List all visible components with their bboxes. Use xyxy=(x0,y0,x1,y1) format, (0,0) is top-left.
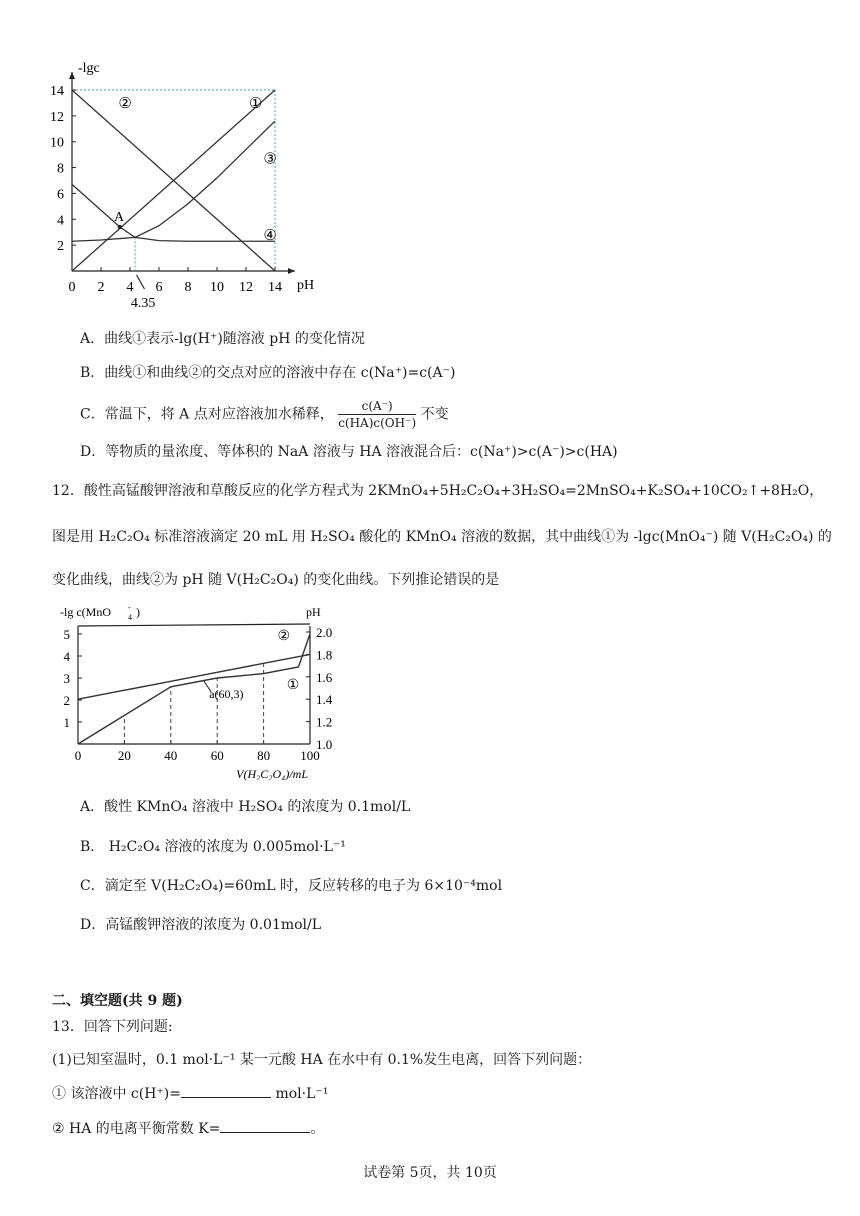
frame-top xyxy=(78,624,310,626)
curve-label: ② xyxy=(277,628,291,644)
annot-arrow xyxy=(137,275,145,289)
y-tick-label: 6 xyxy=(57,187,64,203)
y-tick-label-right: 1.2 xyxy=(316,714,333,730)
y-tick-label-right: 1.6 xyxy=(316,669,333,685)
q13-item-b xyxy=(52,1118,324,1140)
point-a-label: A xyxy=(114,210,125,226)
y-tick-label-left: 3 xyxy=(63,671,70,686)
x-axis-label: pH xyxy=(297,278,315,293)
y-tick-label-left: 1 xyxy=(63,715,70,730)
annot-435: 4.35 xyxy=(130,296,156,311)
y-axis-label-right: pH xyxy=(306,605,321,619)
y-tick-label-left: 5 xyxy=(63,627,70,642)
x-tick-label: 12 xyxy=(239,280,253,295)
q13-item-a-post: mol·L⁻¹ xyxy=(271,1086,329,1102)
q13-item-b-pre: ② HA 的电离平衡常数 K= xyxy=(52,1121,221,1137)
y-axis-label: -lgc xyxy=(78,61,100,76)
y-axis-arrow xyxy=(69,72,75,79)
fraction-numerator: c(A⁻) xyxy=(338,398,416,415)
section-title: 二、填空题(共 9 题) xyxy=(52,993,183,1009)
q12-stem-line-3: 变化曲线，曲线②为 pH 随 V(H₂C₂O₄) 的变化曲线。下列推论错误的是 xyxy=(52,572,500,588)
y-tick-label-left: 4 xyxy=(63,649,70,664)
q11-option-c-pre: C．常温下，将 A 点对应溶液加水稀释， xyxy=(80,406,334,423)
page-footer: 试卷第 5页，共 10页 xyxy=(363,1165,497,1181)
curve-label: ② xyxy=(118,95,132,112)
y-axis-label-sub: 4 xyxy=(128,613,132,622)
y-axis-label-sup: - xyxy=(128,603,131,612)
q12-stem-line-1: 12．酸性高锰酸钾溶液和草酸反应的化学方程式为 2KMnO₄+5H₂C₂O₄+3H₂SO₄=2MnSO₄+K₂SO₄+10CO₂↑+8H₂O， xyxy=(52,483,824,499)
x-tick-label: 8 xyxy=(184,280,192,295)
y-tick-label: 4 xyxy=(57,213,64,229)
y-tick-label: 2 xyxy=(57,239,64,255)
x-axis-arrow xyxy=(288,268,295,274)
x-tick-label: 40 xyxy=(164,748,178,763)
curve-label: ④ xyxy=(263,227,277,244)
q13-title: 13．回答下列问题: xyxy=(52,1019,173,1035)
chart-2 xyxy=(52,600,352,780)
x-tick-label: 14 xyxy=(268,280,282,295)
x-tick-label: 6 xyxy=(155,280,163,295)
chart-1 xyxy=(50,60,330,320)
point-a-marker xyxy=(118,225,122,229)
y-tick-label-right: 1.8 xyxy=(316,647,333,663)
x-tick-label: 100 xyxy=(300,748,320,763)
y-tick-label: 12 xyxy=(50,109,64,125)
q11-option-d: D．等物质的量浓度、等体积的 NaA 溶液与 HA 溶液混合后：c(Na⁺)>c(A⁻)>c(HA) xyxy=(80,444,618,460)
y-tick-label: 8 xyxy=(57,161,64,177)
x-tick-label: 4 xyxy=(126,280,134,295)
y-tick-label: 10 xyxy=(50,135,64,151)
x-axis-label: V(H₂C₂O₄)/mL xyxy=(236,767,308,780)
y-axis-label-left: -lg c(MnO xyxy=(60,605,111,619)
curve-label: ① xyxy=(286,677,300,693)
y-tick-label-left: 2 xyxy=(63,693,70,708)
q12-option-d: D．高锰酸钾溶液的浓度为 0.01mol/L xyxy=(80,917,322,933)
q11-option-c xyxy=(80,398,449,431)
x-tick-label: 80 xyxy=(257,748,271,763)
y-tick-label-right: 1.0 xyxy=(316,737,333,752)
q11-option-a: A．曲线①表示-lg(H⁺)随溶液 pH 的变化情况 xyxy=(80,331,365,347)
q12-option-c: C．滴定至 V(H₂C₂O₄)=60mL 时，反应转移的电子为 6×10⁻⁴mol xyxy=(80,878,503,894)
series-line-1 xyxy=(78,634,310,744)
q12-stem-line-2: 图是用 H₂C₂O₄ 标准溶液滴定 20 mL 用 H₂SO₄ 酸化的 KMnO₄ 溶液的数据，其中曲线①为 -lgc(MnO₄⁻) 随 V(H₂C₂O₄) 的 xyxy=(52,529,832,545)
q13-part-1: (1)已知室温时，0.1 mol·L⁻¹ 某一元酸 HA 在水中有 0.1%发生电离，回答下列问题： xyxy=(52,1052,592,1068)
fraction-denominator: c(HA)c(OH⁻) xyxy=(338,416,417,430)
series-line-2 xyxy=(78,654,310,699)
curve-label: ① xyxy=(248,95,263,112)
x-tick-label: 0 xyxy=(68,280,76,295)
q13-item-b-post: 。 xyxy=(310,1121,325,1137)
series-line-4 xyxy=(72,184,275,241)
fraction xyxy=(338,398,416,431)
x-tick-label: 10 xyxy=(210,280,224,295)
y-tick-label-right: 2.0 xyxy=(316,625,333,640)
y-tick-label: 14 xyxy=(50,84,64,99)
q11-option-b: B．曲线①和曲线②的交点对应的溶液中存在 c(Na⁺)=c(A⁻) xyxy=(80,365,456,381)
q12-option-a: A．酸性 KMnO₄ 溶液中 H₂SO₄ 的浓度为 0.1mol/L xyxy=(80,799,411,815)
answer-blank[interactable] xyxy=(220,1118,310,1133)
x-tick-label: 60 xyxy=(210,748,224,763)
x-tick-label: 0 xyxy=(74,748,82,763)
curve-label: ③ xyxy=(263,151,277,168)
x-tick-label: 2 xyxy=(97,280,105,295)
q13-item-a xyxy=(52,1083,328,1105)
y-axis-label-paren: ) xyxy=(136,605,140,619)
x-tick-label: 20 xyxy=(117,748,131,763)
answer-blank[interactable] xyxy=(181,1083,271,1098)
q12-option-b: B． H₂C₂O₄ 溶液的浓度为 0.005mol·L⁻¹ xyxy=(80,839,346,855)
point-a-label: a(60,3) xyxy=(209,687,244,701)
q11-option-c-post: 不变 xyxy=(420,406,449,423)
y-tick-label-right: 1.4 xyxy=(316,692,333,708)
q13-item-a-pre: ① 该溶液中 c(H⁺)= xyxy=(52,1086,181,1102)
